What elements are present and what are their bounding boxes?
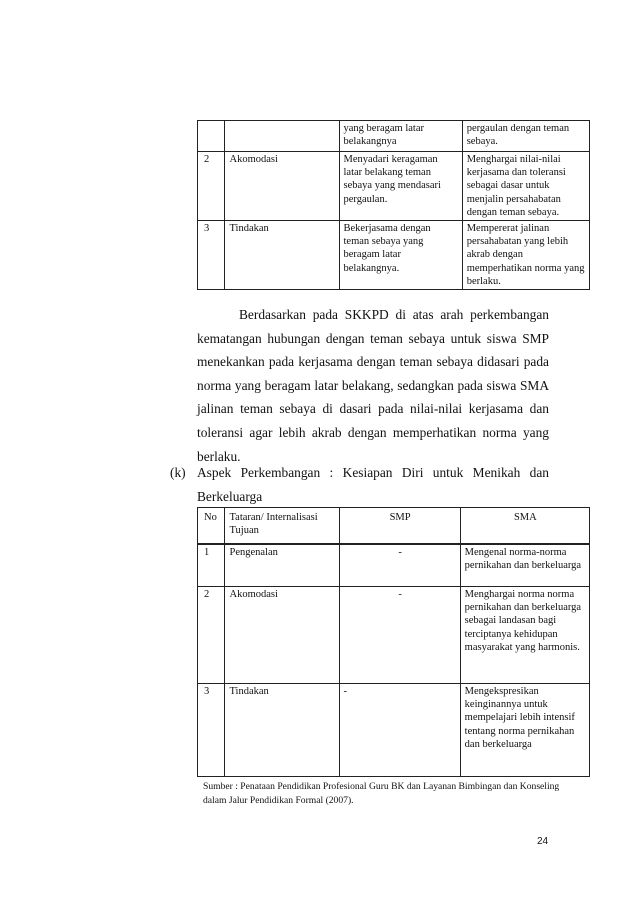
table-tataran-hubungan-teman-sebaya: [197, 120, 590, 290]
header-no: No: [198, 508, 225, 544]
cell-sma: Menghargai nilai-nilai kerjasama dan toleransi sebagai dasar untuk menjalin persahabatan dengan teman sebaya.: [462, 152, 589, 221]
table-row: [198, 121, 590, 152]
cell-no: 3: [198, 684, 225, 777]
body-paragraph: [197, 303, 549, 468]
cell-no: [198, 121, 225, 152]
cell-tataran: Akomodasi: [225, 152, 339, 221]
section-marker: (k): [170, 465, 186, 480]
cell-tataran: Akomodasi: [225, 587, 339, 684]
header-sma: SMA: [460, 508, 589, 544]
header-tataran: Tataran/ Internalisasi Tujuan: [225, 508, 339, 544]
source-citation: Sumber : Penataan Pendidikan Profesional Guru BK dan Layanan Bimbingan dan Konseling dalam Jalur Pendidikan Formal (2007).: [203, 781, 560, 807]
cell-tataran: Pengenalan: [225, 544, 339, 587]
cell-smp: -: [339, 544, 460, 587]
cell-sma: Menghargai norma norma pernikahan dan berkeluarga sebagai landasan bagi terciptanya kehidupan masyarakat yang harmonis.: [460, 587, 589, 684]
cell-sma: Mempererat jalinan persahabatan yang lebih akrab dengan memperhatikan norma yang berlaku.: [462, 221, 589, 290]
cell-smp: -: [339, 684, 460, 777]
cell-no: 3: [198, 221, 225, 290]
cell-smp: Menyadari keragaman latar belakang teman sebaya yang mendasari pergaulan.: [339, 152, 462, 221]
cell-no: 2: [198, 152, 225, 221]
cell-tataran: [225, 121, 339, 152]
cell-smp: -: [339, 587, 460, 684]
cell-sma: Mengenal norma-norma pernikahan dan berkeluarga: [460, 544, 589, 587]
cell-tataran: Tindakan: [225, 684, 339, 777]
table-header-row: [198, 508, 590, 544]
cell-smp: Bekerjasama dengan teman sebaya yang beragam latar belakangnya.: [339, 221, 462, 290]
cell-no: 2: [198, 587, 225, 684]
table-row: [198, 544, 590, 587]
table-row: [198, 152, 590, 221]
cell-sma: pergaulan dengan teman sebaya.: [462, 121, 589, 152]
table-row: [198, 221, 590, 290]
table-row: [198, 684, 590, 777]
cell-tataran: Tindakan: [225, 221, 339, 290]
cell-no: 1: [198, 544, 225, 587]
paragraph-text: Berdasarkan pada SKKPD di atas arah perkembangan kematangan hubungan dengan teman sebaya untuk siswa SMP menekankan pada kerjasama dengan teman sebaya didasari pada norma yang beragam latar belakang, sedangkan pada siswa SMA jalinan teman sebaya di dasari pada nilai-nilai kerjasama dan toleransi agar lebih akrab dengan memperhatikan norma yang berlaku.: [197, 307, 549, 464]
table-kesiapan-menikah: [197, 507, 590, 777]
section-title: Aspek Perkembangan : Kesiapan Diri untuk Menikah dan Berkeluarga: [197, 465, 549, 504]
cell-sma: Mengekspresikan keinginannya untuk mempelajari lebih intensif tentang norma pernikahan dan berkeluarga: [460, 684, 589, 777]
table-row: [198, 587, 590, 684]
cell-smp: yang beragam latar belakangnya: [339, 121, 462, 152]
page-number: 24: [537, 836, 549, 847]
header-smp: SMP: [339, 508, 460, 544]
